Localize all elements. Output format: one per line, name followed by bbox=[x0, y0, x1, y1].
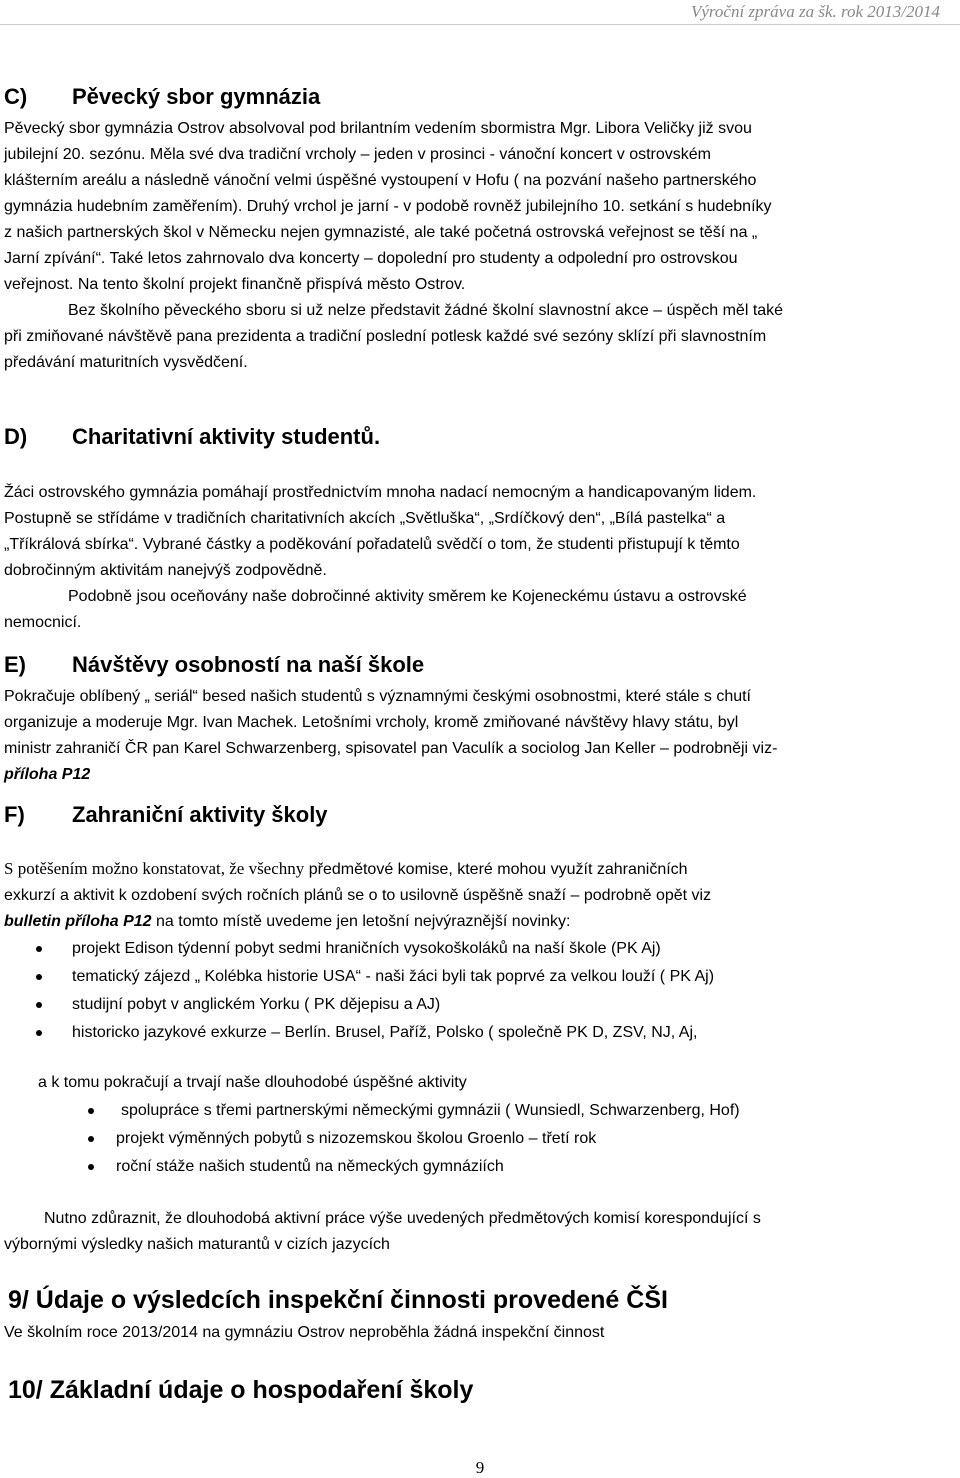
text-line: organizuje a moderuje Mgr. Ivan Machek. Letošními vrcholy, kromě zmiňované návštěvy hlavy státu, byl bbox=[4, 714, 739, 731]
text-line: z našich partnerských škol v Německu nejen gymnazisté, ale také početná ostrovská veřejnost se těší na „ bbox=[4, 224, 758, 241]
section-c-letter: C) bbox=[4, 84, 28, 109]
bullet-icon bbox=[88, 1164, 94, 1170]
text-line: Pokračuje oblíbený „ seriál“ besed našich studentů s významnými českými osobnostmi, které stále s chutí bbox=[4, 688, 751, 705]
bullet-icon bbox=[36, 1002, 42, 1008]
text-line: nemocnicí. bbox=[4, 614, 82, 631]
text-line: Pěvecký sbor gymnázia Ostrov absolvoval pod brilantním vedením sbormistra Mgr. Libora Veličky již svou bbox=[4, 120, 752, 137]
text-line: při zmiňované návštěvě pana prezidenta a tradiční poslední potlesk každé své sezóny sklízí při slavnostním bbox=[4, 328, 767, 345]
section-e-heading bbox=[4, 652, 956, 678]
text-span: S potěšením možno konstatovat, že všechny bbox=[4, 859, 305, 878]
bullet-icon bbox=[88, 1108, 94, 1114]
section-f-title: Zahraniční aktivity školy bbox=[72, 802, 328, 827]
section-f-letter: F) bbox=[4, 802, 25, 827]
section-9-heading: 9/ Údaje o výsledcích inspekční činnosti provedené ČŠI bbox=[8, 1286, 668, 1314]
running-header: Výroční zpráva za šk. rok 2013/2014 bbox=[691, 2, 940, 21]
appendix-reference: příloha P12 bbox=[4, 766, 91, 783]
text-span: na tomto místě uvedeme jen letošní nejvýraznější novinky: bbox=[151, 913, 571, 930]
section-e-letter: E) bbox=[4, 652, 26, 677]
section-f-heading bbox=[4, 802, 956, 828]
document-page: Výroční zpráva za šk. rok 2013/2014 C) Pěvecký sbor gymnázia Pěvecký sbor gymnázia Ostrov absolvoval pod brilantním vedením sbormistra Mgr. Libora Veličky již svou jubilejní 20. sezónu. Měla své dva tradiční vrcholy – jeden v prosinci - vánoční koncert v ostrovském klášterním areálu a následně vánoční velmi úspěšné vystoupení v Hofu ( na pozvání našeho partnerského gymnázia hudebním zaměřením). Druhý vrchol je jarní - v podobě rovněž jubilejního 10. setkání s hudebníky z našich partnerských škol v Německu nejen gymnazisté, ale také početná ostrovská veřejnost se těší na „ Jarní zpívání“. Také letos zahrnovalo dva koncerty – dopolední pro studenty a odpolední pro ostrovskou veřejnost. Na tento školní projekt finančně přispívá město Ostrov. Bez školního pěveckého sboru si už nelze představit žádné školní slavnostní akce – úspěch měl také při zmiňované návštěvě pana prezidenta a tradiční poslední potlesk každé své sezóny sklízí při slavnostním předávání maturitních vysvědčení. D) Charitativní aktivity studentů. Žáci ostrovského gymnázia pomáhají prostřednictvím mnoha nadací nemocným a handicapovaným lidem. Postupně se střídáme v tradičních charitativních akcích „Světluška“, „Srdíčkový den“, „Bílá pastelka“ a „Tříkrálová sbírka“. Vybrané částky a poděkování pořadatelů svědčí o tom, že studenti přistupují k těmto dobročinným aktivitám nanejvýš zodpovědně. Podobně jsou oceňovány naše dobročinné aktivity směrem ke Kojeneckému ústavu a ostrovské nemocnicí. E) Návštěvy osobností na naší škole Pokračuje oblíbený „ seriál“ besed našich studentů s významnými českými osobnostmi, které stále s chutí organizuje a moderuje Mgr. Ivan Machek. Letošními vrcholy, kromě zmiňované návštěvy hlavy státu, byl ministr zahraničí ČR pan Karel Schwarzenberg, spisovatel pan Vaculík a sociolog Jan Keller – podrobněji viz- příloha P12 F) Zahraniční aktivity školy S potěšením možno konstatovat, že všechny předmětové komise, které mohou využít zahraničních exkurzí a aktivit k ozdobení svých ročních plánů se o to usilovně úspěšně snaží – podrobně opět viz bulletin příloha P12 na tomto místě uvedeme jen letošní nejvýraznější novinky: projekt Edison týdenní pobyt sedmi hraničních vysokoškoláků na naší škole (PK Aj) tematický zájezd „ Kolébka historie USA“ - naši žáci byli tak poprvé za velkou louží ( PK Aj) studijní pobyt v anglickém Yorku ( PK dějepisu a AJ) historicko jazykové exkurze – Berlín. Brusel, Paříž, Polsko ( společně PK D, ZSV, NJ, Aj, a k tomu pokračují a trvají naše dlouhodobé úspěšné aktivity spolupráce s třemi partnerskými německými gymnázii ( Wunsiedl, Schwarzenberg, Hof) projekt výměnných pobytů s nizozemskou školou Groenlo – třetí rok roční stáže našich studentů na německých gymnáziích Nutno zdůraznit, že dlouhodobá aktivní práce výše uvedených předmětových komisí korespondující s výbornými výsledky našich maturantů v cizích jazycích 9/ Údaje o výsledcích inspekční činnosti provedené ČŠI Ve školním roce 2013/2014 na gymnáziu Ostrov neproběhla žádná inspekční činnost 10/ Základní údaje o hospodaření školy 9 bbox=[0, 0, 960, 1478]
section-c-heading bbox=[4, 84, 956, 110]
section-9-text: Ve školním roce 2013/2014 na gymnáziu Ostrov neproběhla žádná inspekční činnost bbox=[4, 1324, 605, 1341]
continuation-line: a k tomu pokračují a trvají naše dlouhodobé úspěšné aktivity bbox=[38, 1074, 467, 1091]
section-d-body bbox=[4, 480, 956, 636]
appendix-reference: bulletin příloha P12 bbox=[4, 913, 152, 930]
section-d-letter: D) bbox=[4, 424, 28, 449]
section-e-body bbox=[4, 684, 956, 788]
text-line: gymnázia hudebním zaměřením). Druhý vrchol je jarní - v podobě rovněž jubilejního 10. setkání s hudebníky bbox=[4, 198, 772, 215]
text-line: jubilejní 20. sezónu. Měla své dva tradiční vrcholy – jeden v prosinci - vánoční koncert v ostrovském bbox=[4, 146, 711, 163]
bullet-icon bbox=[88, 1136, 94, 1142]
section-e-title: Návštěvy osobností na naší škole bbox=[72, 652, 425, 677]
page-number: 9 bbox=[475, 1458, 485, 1477]
section-d-title: Charitativní aktivity studentů. bbox=[72, 424, 381, 449]
bullet-icon bbox=[36, 1030, 42, 1036]
text-line: Bez školního pěveckého sboru si už nelze představit žádné školní slavnostní akce – úspěch měl také bbox=[68, 302, 784, 319]
header-divider bbox=[0, 24, 960, 25]
section-c-title: Pěvecký sbor gymnázia bbox=[72, 84, 321, 109]
section-d-heading bbox=[4, 424, 956, 450]
bullet-icon bbox=[36, 946, 42, 952]
text-span: předmětové komise, které mohou využít zahraničních bbox=[304, 861, 688, 878]
text-line: předávání maturitních vysvědčení. bbox=[4, 354, 248, 371]
text-line: klášterním areálu a následně vánoční velmi úspěšné vystoupení v Hofu ( na pozvání našeho partnerského bbox=[4, 172, 757, 189]
text-line: Postupně se střídáme v tradičních charitativních akcích „Světluška“, „Srdíčkový den“, „Bílá pastelka“ a bbox=[4, 510, 726, 527]
text-line: exkurzí a aktivit k ozdobení svých ročních plánů se o to usilovně úspěšně snaží – podrobně opět viz bbox=[4, 887, 712, 904]
text-line: výbornými výsledky našich maturantů v cizích jazycích bbox=[4, 1236, 390, 1253]
section-f-body bbox=[4, 856, 956, 935]
text-line: ministr zahraničí ČR pan Karel Schwarzenberg, spisovatel pan Vaculík a sociolog Jan Keller – podrobněji viz- bbox=[4, 740, 778, 757]
closing-paragraph bbox=[4, 1206, 956, 1258]
text-line: Jarní zpívání“. Také letos zahrnovalo dva koncerty – dopolední pro studenty a odpolední pro ostrovskou bbox=[4, 250, 738, 267]
section-10-heading: 10/ Základní údaje o hospodaření školy bbox=[8, 1376, 474, 1404]
text-line: Podobně jsou oceňovány naše dobročinné aktivity směrem ke Kojeneckému ústavu a ostrovské bbox=[68, 588, 747, 605]
text-line: Nutno zdůraznit, že dlouhodobá aktivní práce výše uvedených předmětových komisí korespondující s bbox=[44, 1210, 761, 1227]
text-line: „Tříkrálová sbírka“. Vybrané částky a poděkování pořadatelů svědčí o tom, že studenti přistupují k těmto bbox=[4, 536, 740, 553]
section-c-body bbox=[4, 116, 956, 376]
text-line: dobročinným aktivitám nanejvýš zodpovědně. bbox=[4, 562, 327, 579]
text-line: veřejnost. Na tento školní projekt finančně přispívá město Ostrov. bbox=[4, 276, 466, 293]
text-line: Žáci ostrovského gymnázia pomáhají prostřednictvím mnoha nadací nemocným a handicapovaným lidem. bbox=[4, 484, 757, 501]
bullet-icon bbox=[36, 974, 42, 980]
